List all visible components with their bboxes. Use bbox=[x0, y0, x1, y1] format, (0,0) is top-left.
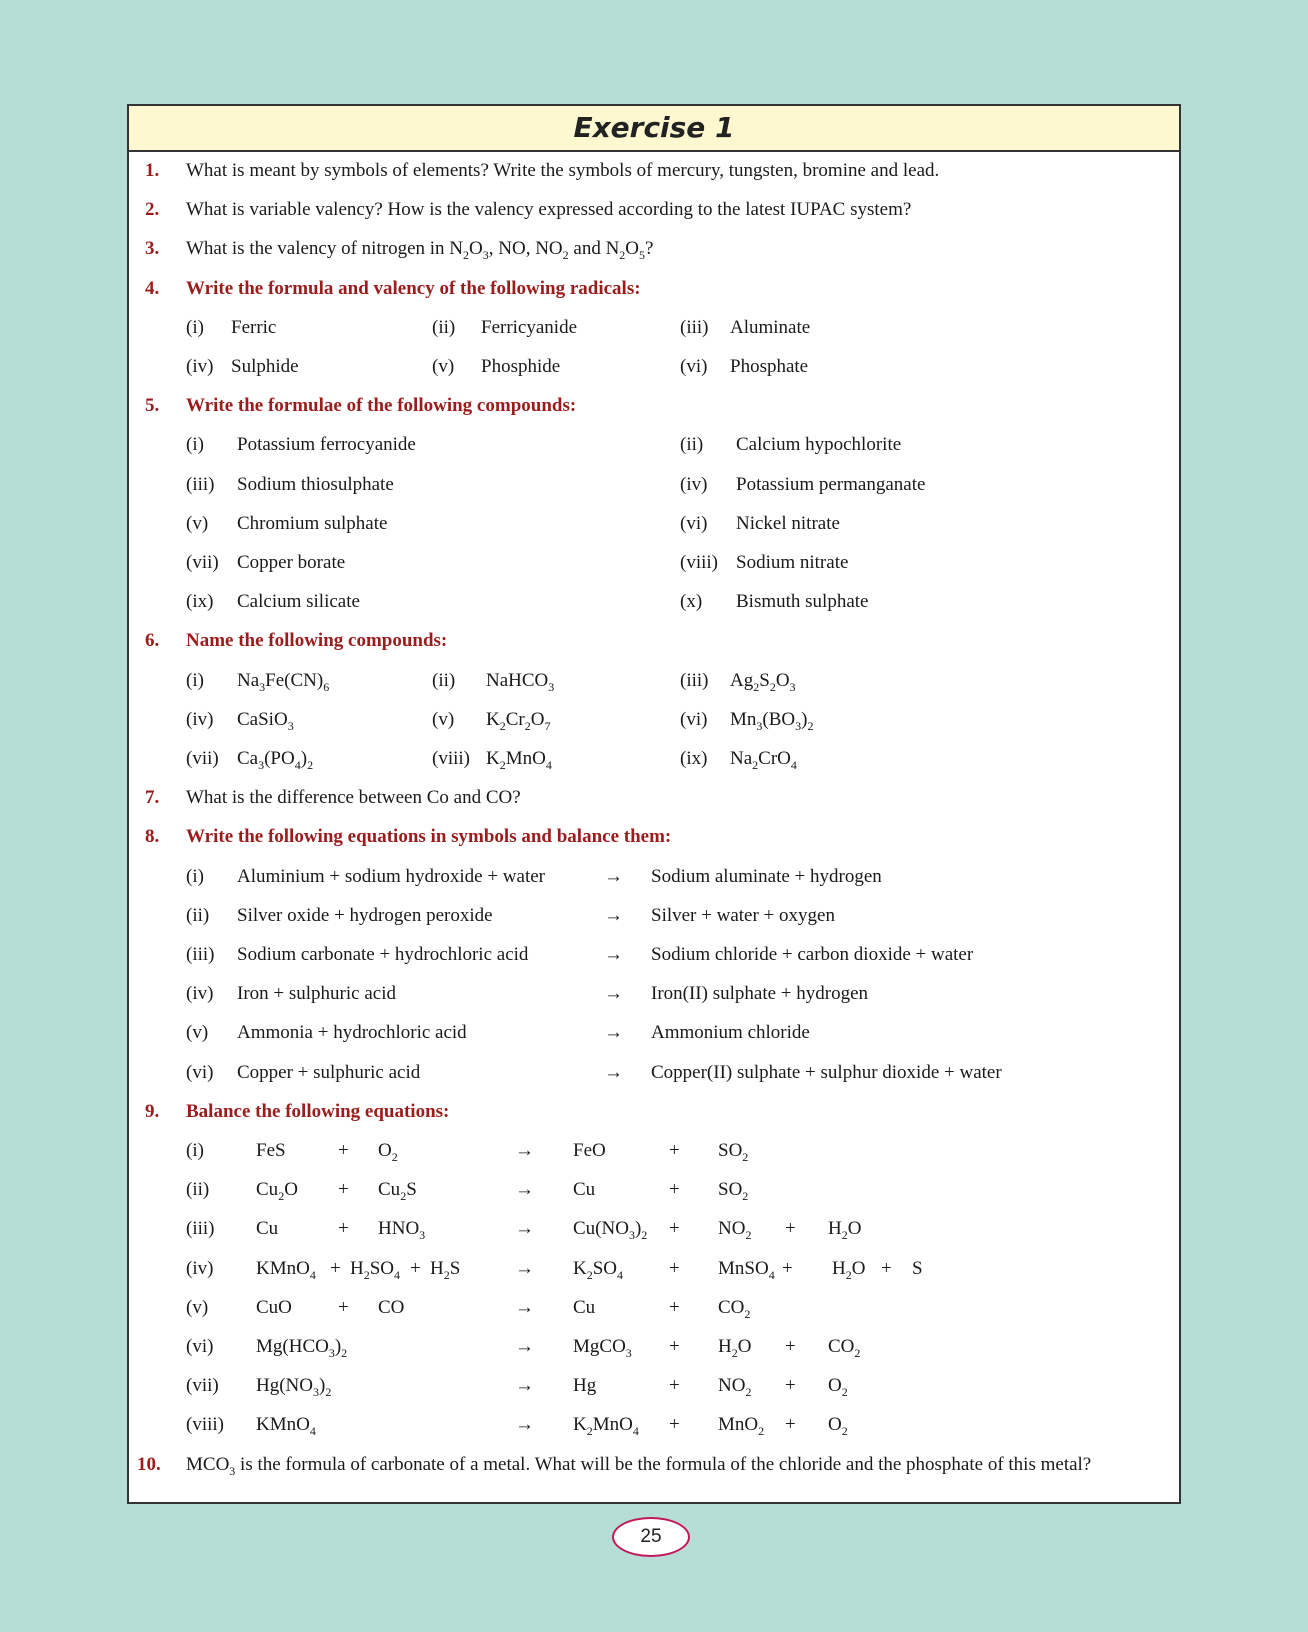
list-item: Sulphide bbox=[231, 356, 299, 377]
equation-products: Silver + water + oxygen bbox=[651, 904, 835, 926]
plus-sign: + bbox=[330, 1257, 341, 1279]
item-label: (ii) bbox=[186, 904, 210, 926]
chemical-formula: $H_2S$ bbox=[430, 1257, 461, 1282]
compound-formula: $Ag_2S_2O_3$ bbox=[730, 669, 796, 694]
chemical-formula: $SO_2$ bbox=[718, 1140, 749, 1164]
question-heading: Write the following equations in symbols and balance them: bbox=[186, 826, 672, 848]
chemical-formula: $H_2O$ bbox=[828, 1218, 862, 1243]
equation-reactants: Silver oxide + hydrogen peroxide bbox=[237, 904, 493, 926]
compound-formula: $Mn_3(BO_3)_2$ bbox=[730, 708, 814, 733]
arrow-icon: → bbox=[515, 1257, 534, 1279]
list-item: Nickel nitrate bbox=[736, 512, 840, 534]
item-label: (iii) bbox=[186, 944, 215, 965]
chemical-formula: KMnO$_4$ bbox=[256, 1414, 316, 1439]
item-label: (i) bbox=[186, 1140, 204, 1161]
plus-sign: + bbox=[338, 1140, 349, 1161]
equation-reactants: Aluminium + sodium hydroxide + water bbox=[237, 865, 545, 887]
arrow-icon: → bbox=[515, 1140, 534, 1161]
plus-sign: + bbox=[669, 1336, 680, 1357]
compound-formula: $K_2MnO_4$ bbox=[486, 748, 552, 772]
item-label: (vii) bbox=[186, 1375, 219, 1397]
plus-sign: + bbox=[410, 1257, 421, 1279]
question-heading: Name the following compounds: bbox=[186, 630, 448, 652]
item-label: (v) bbox=[432, 708, 455, 730]
chemical-formula: $Mg(HCO_3)_2$ bbox=[256, 1336, 348, 1360]
exercise-title: Exercise 1 bbox=[573, 111, 735, 144]
arrow-icon: → bbox=[604, 904, 623, 926]
compound-formula: $Na_2CrO_4$ bbox=[730, 748, 797, 772]
chemical-formula: $H_2SO_4$ bbox=[350, 1257, 401, 1282]
list-item: Sodium thiosulphate bbox=[237, 473, 394, 495]
compound-formula: $Na_3Fe(CN)_6$ bbox=[237, 669, 330, 694]
compound-formula: $Ca_3(PO_4)_2$ bbox=[237, 748, 314, 772]
item-label: (vii) bbox=[186, 552, 219, 573]
arrow-icon: → bbox=[515, 1375, 534, 1397]
list-item: Potassium ferrocyanide bbox=[237, 434, 416, 456]
list-item: Sodium nitrate bbox=[736, 552, 849, 573]
question-number: 3. bbox=[145, 238, 160, 260]
compound-formula: CaSiO$_3$ bbox=[237, 708, 294, 733]
chemical-formula: Cu bbox=[256, 1218, 279, 1240]
question-number: 10. bbox=[137, 1453, 161, 1475]
chemical-formula: FeO bbox=[573, 1140, 606, 1161]
list-item: Bismuth sulphate bbox=[736, 591, 869, 613]
question-text: What is the valency of nitrogen in $N_2O_3$, NO, $NO_2$ and $N_2O_5$? bbox=[186, 238, 654, 263]
question-number: 6. bbox=[145, 630, 160, 652]
arrow-icon: → bbox=[515, 1296, 534, 1318]
chemical-formula: Cu bbox=[573, 1296, 596, 1318]
chemical-formula: $Cu(NO_3)_2$ bbox=[573, 1218, 648, 1243]
question-number: 2. bbox=[145, 199, 160, 221]
plus-sign: + bbox=[669, 1257, 680, 1279]
equation-reactants: Sodium carbonate + hydrochloric acid bbox=[237, 944, 529, 965]
item-label: (viii) bbox=[680, 552, 718, 573]
chemical-formula: $O_2$ bbox=[828, 1375, 848, 1400]
chemical-formula: CuO bbox=[256, 1296, 292, 1318]
plus-sign: + bbox=[881, 1257, 892, 1279]
item-label: (iv) bbox=[186, 983, 214, 1005]
item-label: (iii) bbox=[680, 669, 709, 691]
item-label: (v) bbox=[186, 512, 209, 534]
chemical-formula: Cu bbox=[573, 1179, 596, 1201]
chemical-formula: $Hg(NO_3)_2$ bbox=[256, 1375, 332, 1400]
equation-reactants: Iron + sulphuric acid bbox=[237, 983, 396, 1005]
item-label: (v) bbox=[186, 1296, 209, 1318]
arrow-icon: → bbox=[515, 1218, 534, 1240]
arrow-icon: → bbox=[604, 1022, 623, 1044]
chemical-formula: Hg bbox=[573, 1375, 597, 1397]
chemical-formula: S bbox=[912, 1257, 923, 1279]
chemical-formula: $CO_2$ bbox=[718, 1296, 751, 1321]
chemical-formula: $Cu_2S$ bbox=[378, 1179, 417, 1204]
plus-sign: + bbox=[669, 1179, 680, 1201]
plus-sign: + bbox=[785, 1218, 796, 1240]
item-label: (iv) bbox=[186, 356, 214, 377]
item-label: (v) bbox=[432, 356, 455, 377]
equation-products: Copper(II) sulphate + sulphur dioxide + water bbox=[651, 1061, 1002, 1083]
question-number: 5. bbox=[145, 395, 160, 417]
item-label: (iii) bbox=[186, 473, 215, 495]
chemical-formula: $Cu_2O$ bbox=[256, 1179, 298, 1204]
question-number: 9. bbox=[145, 1100, 160, 1122]
question-heading: Write the formulae of the following compounds: bbox=[186, 395, 577, 417]
plus-sign: + bbox=[669, 1375, 680, 1397]
item-label: (v) bbox=[186, 1022, 209, 1044]
item-label: (ii) bbox=[432, 316, 456, 338]
arrow-icon: → bbox=[604, 865, 623, 887]
list-item: Phosphate bbox=[730, 356, 809, 377]
item-label: (ii) bbox=[680, 434, 704, 456]
plus-sign: + bbox=[785, 1336, 796, 1357]
arrow-icon: → bbox=[515, 1336, 534, 1357]
equation-products: Sodium chloride + carbon dioxide + water bbox=[651, 944, 974, 965]
item-label: (iii) bbox=[186, 1218, 215, 1240]
question-number: 1. bbox=[145, 160, 160, 181]
list-item: Calcium hypochlorite bbox=[736, 434, 902, 456]
chemical-formula: $K_2MnO_4$ bbox=[573, 1414, 639, 1439]
equation-products: Iron(II) sulphate + hydrogen bbox=[651, 983, 869, 1005]
chemical-formula: $HNO_3$ bbox=[378, 1218, 426, 1243]
chemical-formula: KMnO$_4$ bbox=[256, 1257, 316, 1282]
item-label: (iii) bbox=[680, 316, 709, 338]
equation-products: Sodium aluminate + hydrogen bbox=[651, 865, 882, 887]
chemical-formula: $SO_2$ bbox=[718, 1179, 749, 1204]
list-item: Potassium permanganate bbox=[736, 473, 926, 495]
plus-sign: + bbox=[338, 1296, 349, 1318]
list-item: Phosphide bbox=[481, 356, 561, 377]
chemical-formula: $O_2$ bbox=[378, 1140, 398, 1164]
item-label: (ii) bbox=[186, 1179, 210, 1201]
question-number: 4. bbox=[145, 277, 160, 299]
question-text: $MCO_3$ is the formula of carbonate of a metal. What will be the formula of the chloride and the phosphate of this metal? bbox=[186, 1453, 1092, 1478]
question-text: What is the difference between Co and CO? bbox=[186, 787, 521, 809]
equation-reactants: Copper + sulphuric acid bbox=[237, 1061, 421, 1083]
chemical-formula: $O_2$ bbox=[828, 1414, 848, 1439]
chemical-formula: MgCO$_3$ bbox=[573, 1336, 632, 1360]
compound-formula: $K_2Cr_2O_7$ bbox=[486, 708, 551, 733]
arrow-icon: → bbox=[604, 944, 623, 965]
item-label: (ii) bbox=[432, 669, 456, 691]
item-label: (x) bbox=[680, 591, 703, 613]
item-label: (viii) bbox=[186, 1414, 224, 1436]
arrow-icon: → bbox=[604, 983, 623, 1005]
item-label: (i) bbox=[186, 434, 204, 456]
plus-sign: + bbox=[785, 1414, 796, 1436]
list-item: Aluminate bbox=[730, 316, 811, 338]
item-label: (iv) bbox=[680, 473, 708, 495]
chemical-formula: MnSO$_4$ bbox=[718, 1257, 775, 1282]
arrow-icon: → bbox=[515, 1414, 534, 1436]
item-label: (i) bbox=[186, 669, 204, 691]
question-number: 8. bbox=[145, 826, 160, 848]
list-item: Calcium silicate bbox=[237, 591, 360, 613]
item-label: (vi) bbox=[680, 356, 708, 377]
chemical-formula: $NO_2$ bbox=[718, 1375, 752, 1400]
item-label: (vi) bbox=[680, 708, 708, 730]
plus-sign: + bbox=[785, 1375, 796, 1397]
plus-sign: + bbox=[338, 1218, 349, 1240]
plus-sign: + bbox=[669, 1140, 680, 1161]
chemical-formula: FeS bbox=[256, 1140, 286, 1161]
equation-products: Ammonium chloride bbox=[651, 1022, 810, 1044]
question-text: What is variable valency? How is the valency expressed according to the latest IUPAC system? bbox=[186, 199, 912, 221]
title-bar bbox=[129, 106, 1179, 152]
compound-formula: NaHCO$_3$ bbox=[486, 669, 555, 694]
plus-sign: + bbox=[338, 1179, 349, 1201]
item-label: (vi) bbox=[186, 1336, 214, 1357]
item-label: (ix) bbox=[680, 748, 708, 769]
chemical-formula: $H_2O$ bbox=[832, 1257, 866, 1282]
plus-sign: + bbox=[669, 1296, 680, 1318]
chemical-formula: $NO_2$ bbox=[718, 1218, 752, 1243]
equation-reactants: Ammonia + hydrochloric acid bbox=[237, 1022, 467, 1044]
arrow-icon: → bbox=[604, 1061, 623, 1083]
chemical-formula: $H_2O$ bbox=[718, 1336, 752, 1360]
item-label: (viii) bbox=[432, 748, 470, 769]
list-item: Ferric bbox=[231, 316, 277, 338]
chemical-formula: CO bbox=[378, 1296, 405, 1318]
question-number: 7. bbox=[145, 787, 160, 809]
plus-sign: + bbox=[669, 1218, 680, 1240]
question-text: What is meant by symbols of elements? Write the symbols of mercury, tungsten, bromine and lead. bbox=[186, 160, 940, 181]
item-label: (vi) bbox=[186, 1061, 214, 1083]
question-heading: Balance the following equations: bbox=[186, 1100, 450, 1122]
list-item: Ferricyanide bbox=[481, 316, 578, 338]
item-label: (ix) bbox=[186, 591, 214, 613]
item-label: (vi) bbox=[680, 512, 708, 534]
chemical-formula: $CO_2$ bbox=[828, 1336, 861, 1360]
list-item: Copper borate bbox=[237, 552, 346, 573]
plus-sign: + bbox=[782, 1257, 793, 1279]
item-label: (i) bbox=[186, 865, 204, 887]
question-heading: Write the formula and valency of the following radicals: bbox=[186, 277, 641, 299]
page-number: 25 bbox=[612, 1517, 690, 1557]
item-label: (iv) bbox=[186, 708, 214, 730]
item-label: (i) bbox=[186, 316, 204, 338]
plus-sign: + bbox=[669, 1414, 680, 1436]
item-label: (iv) bbox=[186, 1257, 214, 1279]
arrow-icon: → bbox=[515, 1179, 534, 1201]
list-item: Chromium sulphate bbox=[237, 512, 388, 534]
item-label: (vii) bbox=[186, 748, 219, 769]
chemical-formula: MnO$_2$ bbox=[718, 1414, 765, 1439]
chemical-formula: $K_2SO_4$ bbox=[573, 1257, 624, 1282]
